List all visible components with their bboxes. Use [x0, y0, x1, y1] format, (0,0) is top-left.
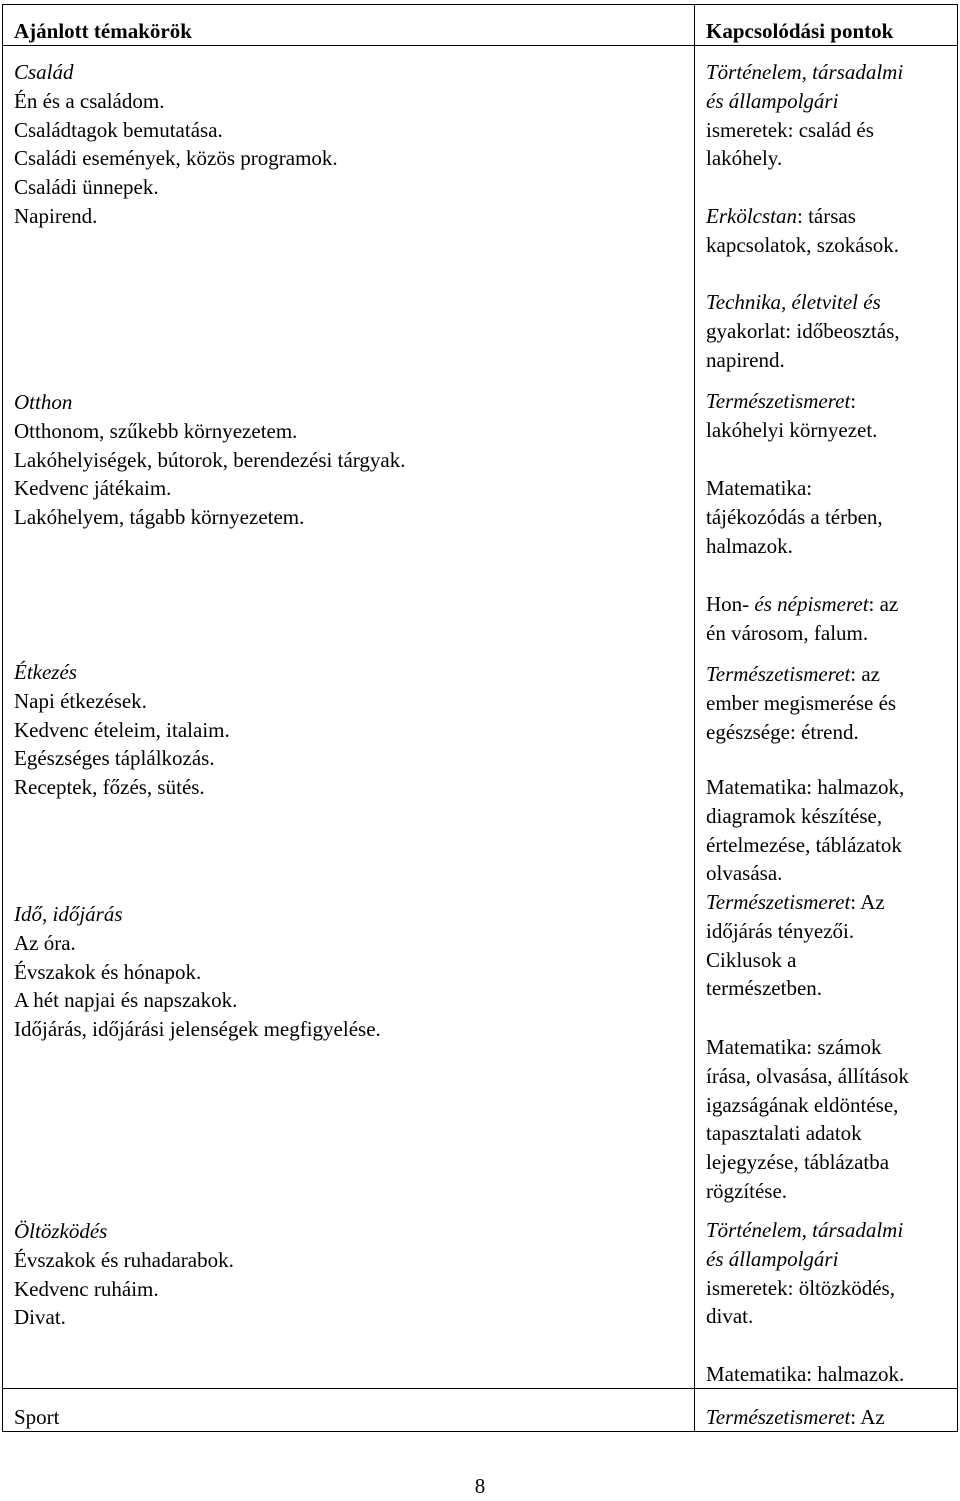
- topic-title: Család: [14, 60, 74, 84]
- connection-line: időjárás tényezői.: [706, 918, 855, 943]
- topic-item: Évszakok és hónapok.: [14, 959, 202, 984]
- connection-line: Természetismeret: Az: [706, 1405, 885, 1429]
- connection-line: én városom, falum.: [706, 620, 869, 645]
- connection-line: napirend.: [706, 347, 785, 372]
- topic-item: Kedvenc ruháim.: [14, 1276, 159, 1301]
- connection-line: természetben.: [706, 976, 823, 1001]
- connection-line: lakóhelyi környezet.: [706, 417, 878, 442]
- topic-item: Én és a családom.: [14, 88, 165, 113]
- connection-line: diagramok készítése,: [706, 803, 883, 828]
- topic-item: Kedvenc játékaim.: [14, 476, 172, 501]
- connection-block: [706, 1360, 904, 1389]
- connection-line: és állampolgári: [706, 88, 839, 113]
- topic-item: Családi ünnepek.: [14, 175, 159, 200]
- topic-block: [14, 1403, 60, 1432]
- topic-title: Idő, időjárás: [14, 902, 123, 926]
- topic-block: [14, 58, 338, 231]
- connection-line: értelmezése, táblázatok: [706, 832, 902, 857]
- connection-block: [706, 58, 903, 173]
- connection-line: ismeretek: öltözködés,: [706, 1275, 895, 1300]
- connection-line: írása, olvasása, állítások: [706, 1063, 909, 1088]
- connection-line: Természetismeret: az: [706, 662, 881, 686]
- topic-item: Családtagok bemutatása.: [14, 117, 223, 142]
- connection-line: Történelem, társadalmi: [706, 60, 904, 84]
- topic-item: Receptek, főzés, sütés.: [14, 775, 205, 800]
- topic-title: Étkezés: [14, 660, 77, 684]
- connection-line: divat.: [706, 1304, 754, 1329]
- connection-line: rögzítése.: [706, 1178, 788, 1203]
- connection-line: halmazok.: [706, 533, 793, 558]
- header-topics: Ajánlott témakörök: [14, 19, 192, 43]
- topic-block: [14, 388, 405, 532]
- connection-line: olvasása.: [706, 861, 783, 886]
- connection-block: [706, 1216, 903, 1331]
- connection-line: Ciklusok a: [706, 947, 797, 972]
- connection-line: Természetismeret:: [706, 389, 857, 413]
- connection-line: ember megismerése és: [706, 690, 897, 715]
- topic-item: Otthonom, szűkebb környezetem.: [14, 418, 298, 443]
- connection-block: [706, 202, 899, 260]
- topic-item: Egészséges táplálkozás.: [14, 746, 215, 771]
- topic-item: Családi események, közös programok.: [14, 146, 338, 171]
- connection-block: [706, 1403, 885, 1432]
- connection-block: [706, 474, 883, 560]
- connection-line: lejegyzése, táblázatba: [706, 1150, 890, 1175]
- topic-item: A hét napjai és napszakok.: [14, 988, 238, 1013]
- connection-line: Matematika:: [706, 476, 813, 500]
- topic-item: Kedvenc ételeim, italaim.: [14, 717, 230, 742]
- connection-block: [706, 888, 885, 1003]
- connection-line: igazságának eldöntése,: [706, 1092, 899, 1117]
- topic-item: Időjárás, időjárási jelenségek megfigyelése.: [14, 1017, 381, 1042]
- topic-item: Napirend.: [14, 203, 98, 228]
- page-number: 8: [474, 1474, 486, 1498]
- topic-item: Az óra.: [14, 930, 76, 955]
- connection-line: gyakorlat: időbeosztás,: [706, 318, 900, 343]
- topic-item: Lakóhelyem, tágabb környezetem.: [14, 505, 305, 530]
- topic-item: Divat.: [14, 1305, 66, 1330]
- topic-title: Sport: [14, 1405, 60, 1429]
- topic-item: Napi étkezések.: [14, 688, 147, 713]
- topic-block: [14, 900, 381, 1044]
- connection-line: ismeretek: család és: [706, 117, 874, 142]
- connection-line: Matematika: számok: [706, 1035, 882, 1059]
- connection-block: [706, 387, 877, 445]
- topic-title: Öltözködés: [14, 1219, 108, 1243]
- connection-line: tájékozódás a térben,: [706, 504, 883, 529]
- connection-line: tapasztalati adatok: [706, 1121, 862, 1146]
- connection-line: Történelem, társadalmi: [706, 1218, 904, 1242]
- topic-item: Lakóhelyiségek, bútorok, berendezési tárgyak.: [14, 447, 406, 472]
- connection-line: és állampolgári: [706, 1246, 839, 1271]
- connection-block: [706, 773, 904, 888]
- connection-line: Matematika: halmazok,: [706, 775, 905, 799]
- topic-block: [14, 658, 230, 802]
- connection-line: Technika, életvitel és: [706, 290, 881, 314]
- connection-line: lakóhely.: [706, 146, 783, 171]
- topic-item: Évszakok és ruhadarabok.: [14, 1247, 234, 1272]
- topic-block: [14, 1217, 234, 1332]
- connection-block: [706, 660, 896, 746]
- connection-line: Erkölcstan: társas: [706, 204, 856, 228]
- connection-block: [706, 1033, 909, 1206]
- connection-block: [706, 590, 898, 648]
- connection-line: Matematika: halmazok.: [706, 1362, 905, 1386]
- connection-line: Hon- és népismeret: az: [706, 592, 899, 616]
- connection-block: [706, 288, 900, 374]
- connection-line: Természetismeret: Az: [706, 890, 885, 914]
- column-divider: [694, 4, 695, 1432]
- topic-title: Otthon: [14, 390, 73, 414]
- connection-line: egészsége: étrend.: [706, 719, 859, 744]
- header-connections: Kapcsolódási pontok: [706, 19, 894, 43]
- connection-line: kapcsolatok, szokások.: [706, 232, 900, 257]
